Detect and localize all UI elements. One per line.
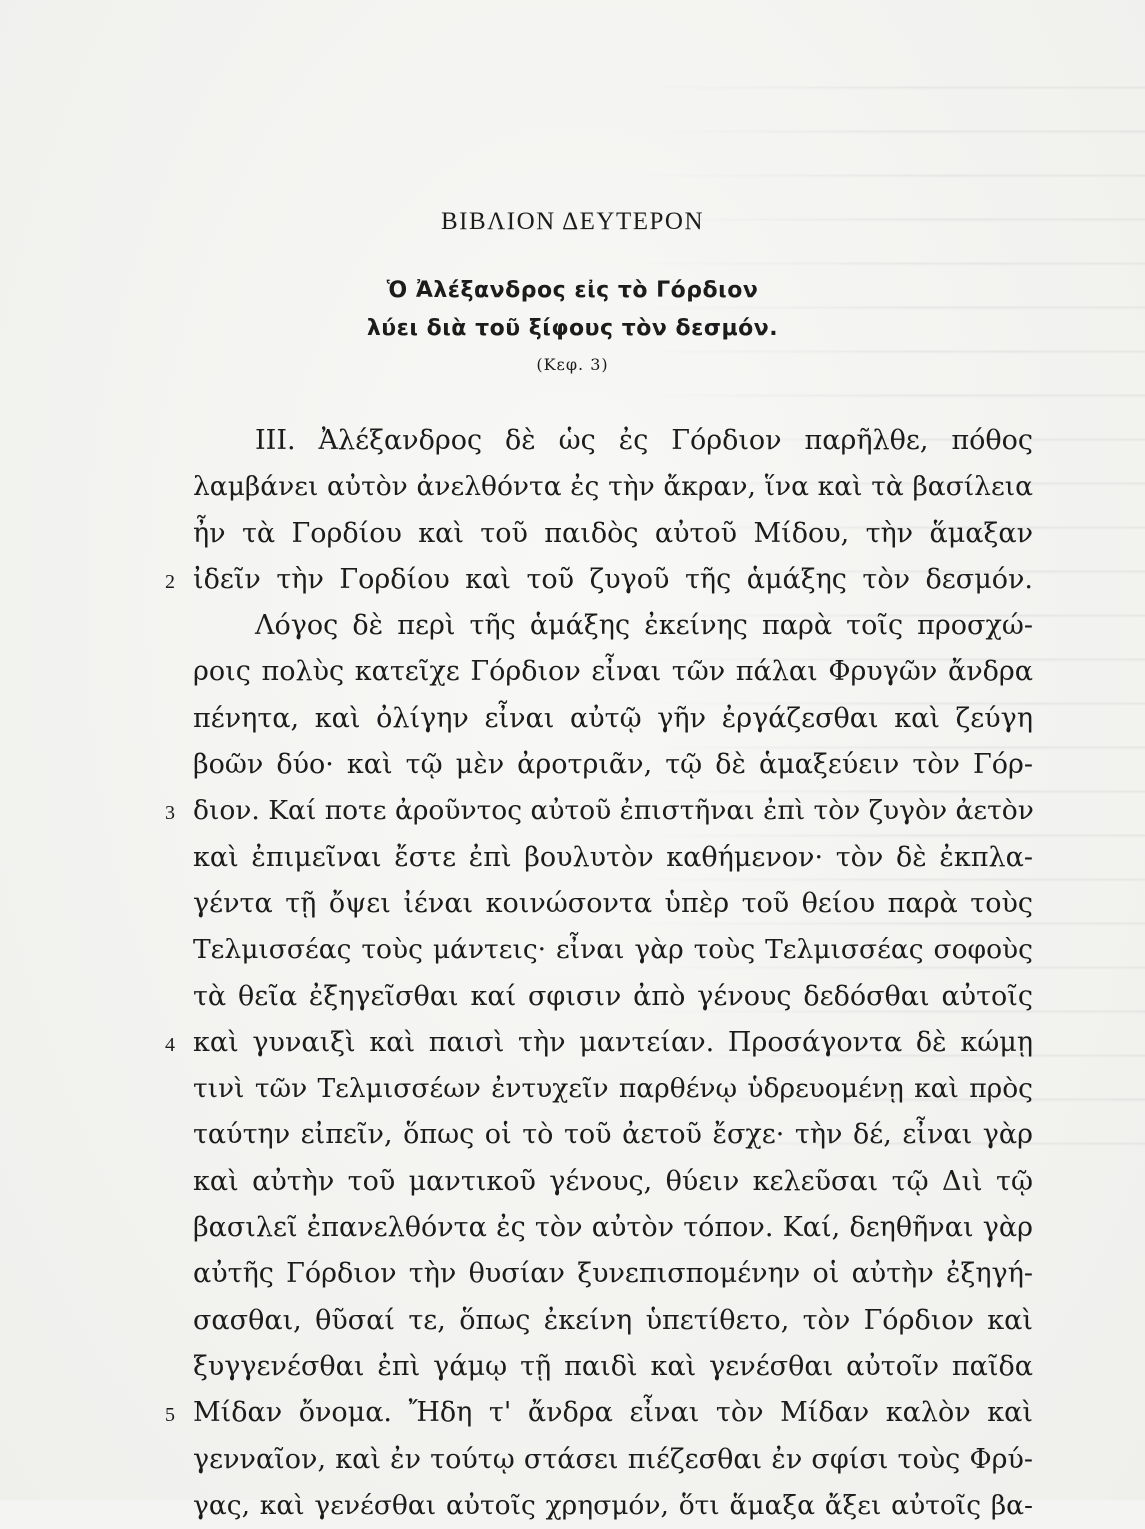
text-line — [193, 1159, 1033, 1205]
book-title: ΒΙΒΛΙΟΝ ΔΕΥΤΕΡΟΝ — [440, 208, 705, 235]
text-line — [193, 464, 1033, 510]
text-line — [193, 974, 1033, 1020]
text-line — [193, 511, 1033, 557]
line-text: Λόγος δὲ περὶ τῆς ἁμάξης ἐκείνης παρὰ τοῖς προσχώ- — [255, 610, 1033, 642]
text-line — [193, 1205, 1033, 1251]
line-text: ἰδεῖν τὴν Γορδίου καὶ τοῦ ζυγοῦ τῆς ἁμάξης τὸν δεσμόν. — [193, 563, 1033, 595]
line-text: ξυγγενέσθαι ἐπὶ γάμῳ τῇ παιδὶ καὶ γενέσθαι αὐτοῖν παῖδα — [193, 1350, 1033, 1382]
chapter-reference: (Κεφ. 3) — [536, 355, 609, 374]
line-text: Τελμισσέας τοὺς μάντεις· εἶναι γὰρ τοὺς Τελμισσέας σοφοὺς — [193, 934, 1033, 966]
body-text — [165, 418, 1034, 1529]
line-text: γας, καὶ γενέσθαι αὐτοῖς χρησμόν, ὅτι ἅμαξα ἄξει αὐτοῖς βα- — [193, 1489, 1033, 1521]
line-text: διον. Καί ποτε ἀροῦντος αὐτοῦ ἐπιστῆναι ἐπὶ τὸν ζυγὸν ἀετὸν — [193, 795, 1034, 827]
text-line — [193, 927, 1033, 973]
line-text: γέντα τῇ ὄψει ἰέναι κοινώσοντα ὑπὲρ τοῦ θείου παρὰ τοὺς — [193, 887, 1033, 919]
line-text: λαμβάνει αὐτὸν ἀνελθόντα ἐς τὴν ἄκραν, ἵνα καὶ τὰ βασίλεια — [193, 471, 1033, 503]
text-line — [193, 603, 1033, 649]
line-text: βασιλεῖ ἐπανελθόντα ἐς τὸν αὐτὸν τόπον. Καί, δεηθῆναι γὰρ — [193, 1212, 1033, 1244]
text-line — [193, 649, 1033, 695]
text-line — [193, 418, 1033, 464]
line-text: Μίδαν ὄνομα. Ἤδη τ' ἄνδρα εἶναι τὸν Μίδαν καλὸν καὶ — [193, 1397, 1033, 1429]
text-line — [193, 696, 1033, 742]
line-text: ἦν τὰ Γορδίου καὶ τοῦ παιδὸς αὐτοῦ Μίδου, τὴν ἅμαξαν — [193, 517, 1033, 549]
line-text: καὶ αὐτὴν τοῦ μαντικοῦ γένους, θύειν κελεῦσαι τῷ Διὶ τῷ — [193, 1165, 1033, 1197]
chapter-heading — [0, 272, 1145, 348]
section-number: 2 — [165, 570, 175, 593]
section-number: 3 — [165, 802, 175, 825]
line-text: βοῶν δύο· καὶ τῷ μὲν ἀροτριᾶν, τῷ δὲ ἁμαξεύειν τὸν Γόρ- — [193, 749, 1033, 781]
section-number: 5 — [165, 1404, 175, 1427]
text-line — [193, 1112, 1033, 1158]
text-line — [165, 557, 1033, 603]
text-line — [193, 835, 1033, 881]
line-text: σασθαι, θῦσαί τε, ὅπως ἐκείνη ὑπετίθετο, τὸν Γόρδιον καὶ — [193, 1304, 1033, 1336]
line-text: ταύτην εἰπεῖν, ὅπως οἱ τὸ τοῦ ἀετοῦ ἔσχε· τὴν δέ, εἶναι γὰρ — [193, 1119, 1033, 1151]
line-text: γενναῖον, καὶ ἐν τούτῳ στάσει πιέζεσθαι ἐν σφίσι τοὺς Φρύ- — [193, 1443, 1033, 1475]
text-line — [193, 1437, 1033, 1483]
text-line — [193, 1344, 1033, 1390]
text-line — [165, 1390, 1033, 1436]
chapter-heading-line-1: Ὁ Ἀλέξανδρος εἰς τὸ Γόρδιον — [386, 278, 759, 303]
chapter-heading-line-2: λύει διὰ τοῦ ξίφους τὸν δεσμόν. — [366, 316, 779, 341]
text-line — [193, 881, 1033, 927]
line-text: πένητα, καὶ ὀλίγην εἶναι αὐτῷ γῆν ἐργάζεσθαι καὶ ζεύγη — [193, 702, 1033, 734]
line-text: III. Ἀλέξανδρος δὲ ὡς ἐς Γόρδιον παρῆλθε, πόθος — [255, 425, 1033, 456]
line-text: ροις πολὺς κατεῖχε Γόρδιον εἶναι τῶν πάλαι Φρυγῶν ἄνδρα — [193, 656, 1033, 688]
line-text: τὰ θεῖα ἐξηγεῖσθαι καί σφισιν ἀπὸ γένους δεδόσθαι αὐτοῖς — [193, 980, 1033, 1012]
text-line — [165, 788, 1034, 834]
text-line — [193, 1066, 1033, 1112]
line-text: αὐτῆς Γόρδιον τὴν θυσίαν ξυνεπισπομένην οἱ αὐτὴν ἐξηγή- — [193, 1258, 1033, 1290]
line-text: καὶ ἐπιμεῖναι ἔστε ἐπὶ βουλυτὸν καθήμενον· τὸν δὲ ἐκπλα- — [193, 841, 1033, 873]
text-line — [193, 1298, 1033, 1344]
text-line — [193, 1251, 1033, 1297]
text-line — [165, 1020, 1033, 1066]
text-line — [193, 742, 1033, 788]
line-text: καὶ γυναιξὶ καὶ παισὶ τὴν μαντείαν. Προσάγοντα δὲ κώμῃ — [193, 1026, 1033, 1058]
section-number: 4 — [165, 1033, 175, 1056]
text-line — [193, 1483, 1033, 1529]
line-text: τινὶ τῶν Τελμισσέων ἐντυχεῖν παρθένῳ ὑδρευομένῃ καὶ πρὸς — [193, 1073, 1033, 1105]
